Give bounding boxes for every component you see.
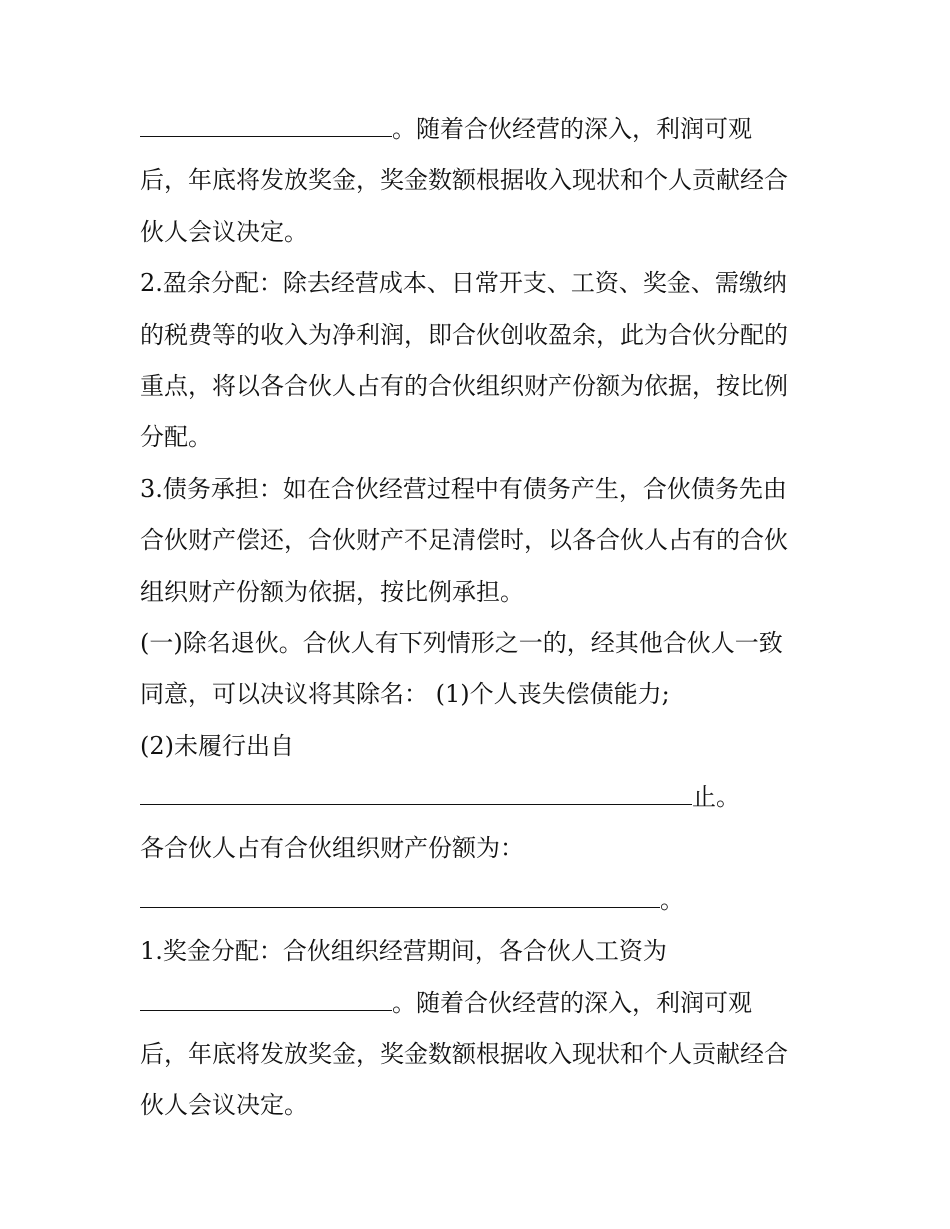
text-line: 组织财产份额为依据，按比例承担。 bbox=[140, 577, 524, 606]
clause-heading-line: 1.奖金分配：合伙组织经营期间，各合伙人工资为 bbox=[140, 937, 667, 966]
text-line: 后，年底将发放奖金，奖金数额根据收入现状和个人贡献经合 bbox=[140, 1040, 788, 1069]
clause-heading-line: 2.盈余分配：除去经营成本、日常开支、工资、奖金、需缴纳 bbox=[140, 269, 787, 298]
text-line: (2)未履行出自 bbox=[140, 731, 294, 760]
text-line: 各合伙人占有合伙组织财产份额为： bbox=[140, 834, 524, 863]
text-line bbox=[140, 978, 820, 1029]
clause-heading-line: 3.债务承担：如在合伙经营过程中有债务产生，合伙债务先由 bbox=[140, 474, 787, 503]
line-text: 。随着合伙经营的深入，利润可观 bbox=[392, 988, 752, 1017]
text-line: 重点，将以各合伙人占有的合伙组织财产份额为依据，按比例 bbox=[140, 371, 788, 400]
text-line bbox=[140, 104, 820, 155]
fill-in-blank bbox=[140, 980, 392, 1011]
text-line bbox=[140, 875, 820, 926]
text-line: 合伙财产偿还，合伙财产不足清偿时，以各合伙人占有的合伙 bbox=[140, 526, 788, 555]
text-line: 分配。 bbox=[140, 423, 212, 452]
text-line bbox=[140, 772, 820, 823]
line-text: 。 bbox=[660, 885, 684, 914]
document-page bbox=[140, 104, 820, 1132]
fill-in-blank bbox=[140, 106, 392, 137]
text-line: 后，年底将发放奖金，奖金数额根据收入现状和个人贡献经合 bbox=[140, 166, 788, 195]
text-line: 伙人会议决定。 bbox=[140, 1091, 308, 1120]
text-line: 的税费等的收入为净利润，即合伙创收盈余，此为合伙分配的 bbox=[140, 320, 788, 349]
line-text: 止。 bbox=[692, 783, 740, 812]
line-text: 。随着合伙经营的深入，利润可观 bbox=[392, 115, 752, 143]
clause-heading-line: (一)除名退伙。合伙人有下列情形之一的，经其他合伙人一致 bbox=[140, 628, 783, 657]
text-line: 同意，可以决议将其除名： (1)个人丧失偿债能力; bbox=[140, 680, 670, 709]
fill-in-blank bbox=[140, 877, 660, 908]
text-line: 伙人会议决定。 bbox=[140, 217, 308, 246]
fill-in-blank bbox=[140, 774, 692, 805]
